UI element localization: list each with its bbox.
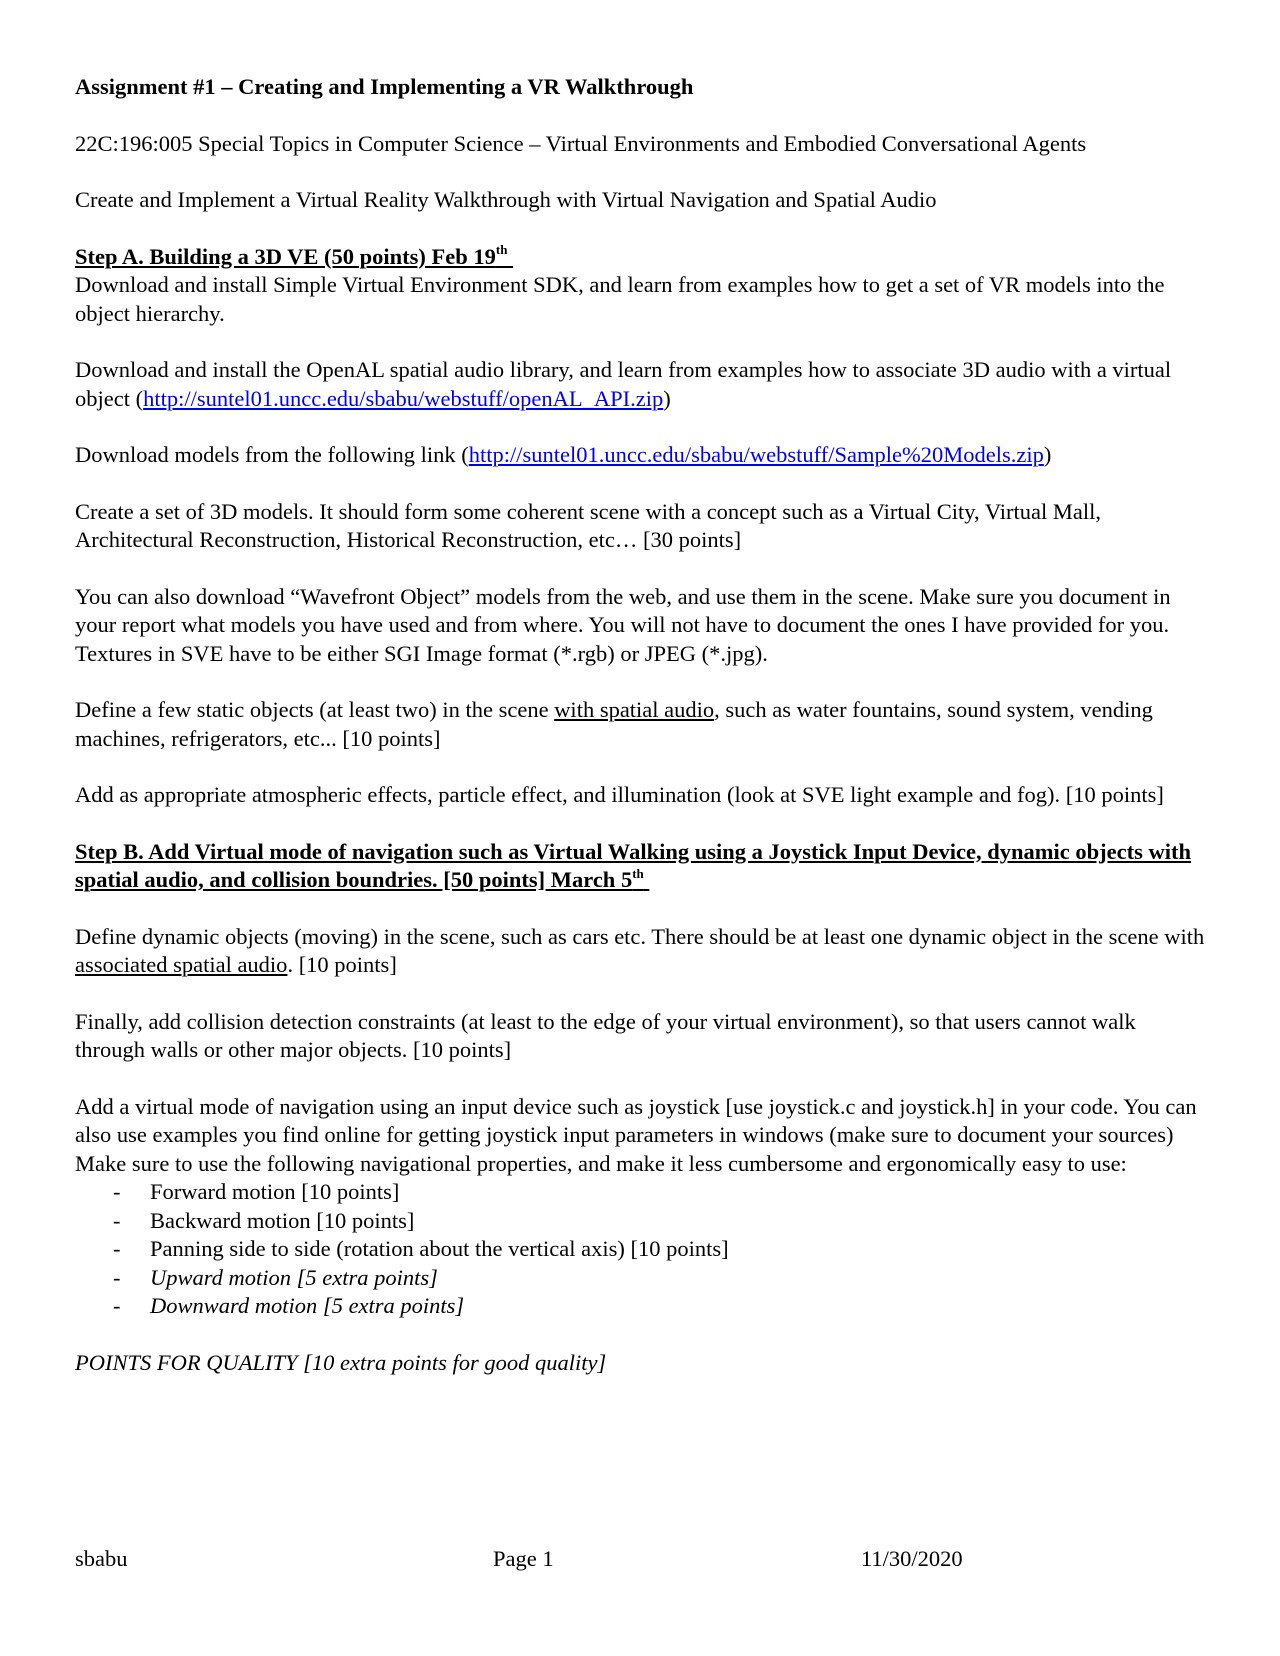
list-item-text: Downward motion [5 extra points]: [150, 1293, 465, 1318]
step-b-navigation-paragraph: Make sure to use the following navigational properties, and make it less cumbersome and ergonomically easy to use:: [75, 1150, 1127, 1176]
step-a-wavefront-paragraph: You can also download “Wavefront Object” models from the web, and use them in the scene. Make sure you document in your report what models you have used and from where. You will not have to document the ones I have provided for you. Textures in SVE have to be either SGI Image format (*.rgb) or JPEG (*.jpg).: [75, 583, 1171, 666]
list-bullet: -: [113, 1293, 121, 1318]
step-b-heading: [75, 838, 1210, 895]
static-objects-post: , such as water fountains, sound system, vending machines, refrigerators, etc... [10 points]: [75, 697, 1153, 751]
openal-text: Download and install the OpenAL spatial audio library, and learn from examples how to associate 3D audio with a virtual object (: [75, 357, 1172, 411]
step-a-create-models-paragraph: Create a set of 3D models. It should form some coherent scene with a concept such as a Virtual City, Virtual Mall, Architectural Reconstruction, Historical Reconstruction, etc… [30 points]: [75, 498, 1101, 552]
dynamic-objects-post: . [10 points]: [287, 952, 397, 977]
dynamic-objects-underlined: associated spatial audio: [75, 952, 288, 977]
document-title: Assignment #1 – Creating and Implementing a VR Walkthrough: [75, 74, 694, 99]
list-bullet: -: [113, 1207, 121, 1233]
models-text: Download models from the following link (: [75, 442, 469, 467]
step-b-joystick-paragraph: Add a virtual mode of navigation using an input device such as joystick [use joystick.c and joystick.h] in your code. You can also use examples you find online for getting joystick input parameters in windows (make sure to document your sources): [75, 1093, 1197, 1147]
footer-author: sbabu: [75, 1546, 128, 1571]
step-a-atmospheric-paragraph: Add as appropriate atmospheric effects, particle effect, and illumination (look at SVE light example and fog). [10 points]: [75, 782, 1164, 807]
list-item: [75, 1264, 1210, 1293]
assignment-subtitle: Create and Implement a Virtual Reality Walkthrough with Virtual Navigation and Spatial Audio: [75, 187, 937, 212]
openal-link[interactable]: http://suntel01.uncc.edu/sbabu/webstuff/openAL_API.zip: [143, 385, 664, 411]
step-a-openal-paragraph: [75, 356, 1210, 413]
list-item: [75, 1178, 1210, 1207]
step-a-static-objects-paragraph: [75, 696, 1210, 753]
dynamic-objects-pre: Define dynamic objects (moving) in the scene, such as cars etc. There should be at least one dynamic object in the scene with: [75, 923, 1205, 949]
list-item-text: Panning side to side (rotation about the vertical axis) [10 points]: [150, 1236, 729, 1261]
list-item-text: Forward motion [10 points]: [150, 1179, 400, 1204]
step-a-heading: [75, 243, 1210, 272]
list-bullet: -: [113, 1179, 121, 1204]
step-b-heading-text: Step B. Add Virtual mode of navigation such as Virtual Walking using a Joystick Input Device, dynamic objects with spatial audio, and collision boundries. [50 points] March 5: [75, 838, 1191, 892]
page-footer: [75, 1545, 1210, 1573]
document-page: [75, 73, 1210, 1377]
quality-points: POINTS FOR QUALITY [10 extra points for good quality]: [75, 1349, 607, 1375]
step-a-heading-text: Step A. Building a 3D VE (50 points) Feb 19: [75, 243, 496, 269]
list-item-text: Upward motion [5 extra points]: [150, 1264, 438, 1290]
footer-date: 11/30/2020: [861, 1546, 963, 1571]
models-link[interactable]: http://suntel01.uncc.edu/sbabu/webstuff/Sample%20Models.zip: [468, 442, 1044, 467]
list-item-text: Backward motion [10 points]: [150, 1207, 415, 1233]
list-item: [75, 1235, 1210, 1264]
footer-page-number: Page 1: [493, 1546, 554, 1571]
openal-text-end: ): [663, 385, 671, 411]
list-item: [75, 1207, 1210, 1236]
step-b-dynamic-objects-paragraph: [75, 923, 1210, 980]
step-b-collision-paragraph: Finally, add collision detection constraints (at least to the edge of your virtual environment), so that users cannot walk through walls or other major objects. [10 points]: [75, 1008, 1136, 1062]
list-bullet: -: [113, 1264, 121, 1290]
navigation-list: [75, 1178, 1210, 1321]
step-a-models-paragraph: [75, 441, 1210, 470]
static-objects-pre: Define a few static objects (at least two) in the scene: [75, 697, 555, 722]
list-bullet: -: [113, 1236, 121, 1261]
course-name: 22C:196:005 Special Topics in Computer Science – Virtual Environments and Embodied Conversational Agents: [75, 130, 1087, 156]
step-a-sdk-paragraph: Download and install Simple Virtual Environment SDK, and learn from examples how to get a set of VR models into the object hierarchy.: [75, 272, 1165, 326]
step-b-heading-sup: th: [632, 865, 644, 881]
list-item: [75, 1292, 1210, 1321]
models-text-end: ): [1043, 442, 1052, 467]
static-objects-underlined: with spatial audio: [554, 697, 715, 722]
step-a-heading-sup: th: [495, 242, 508, 257]
